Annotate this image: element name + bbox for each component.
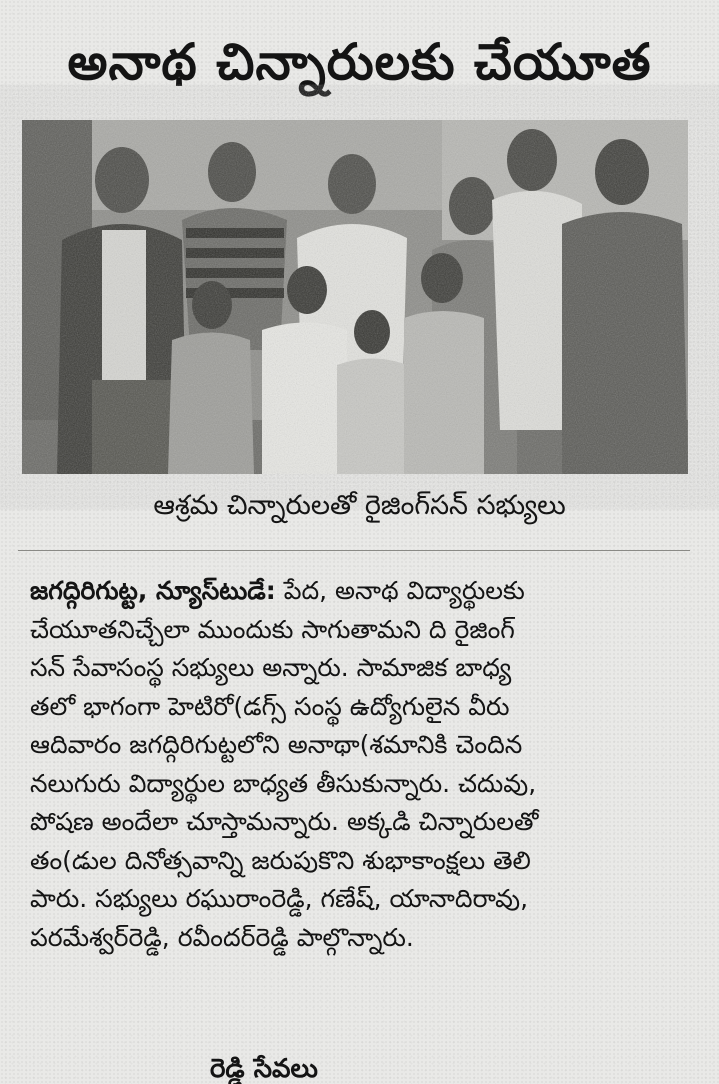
article-line-2: చేయూతనిచ్చేలా ముందుకు సాగుతామని ది రైజింగ్ <box>30 614 515 644</box>
article-line-7: పోషణ అందేలా చూస్తామన్నారు. అక్కడి చిన్నారులతో <box>30 807 539 836</box>
article-body <box>30 572 690 957</box>
article-line-9: పారు. సభ్యులు రఘురాంరెడ్డి, గణేష్, యానాదిరావు, <box>30 884 529 913</box>
article-line-1 <box>30 572 690 611</box>
next-article-headline-cropped <box>210 1042 510 1084</box>
news-photo <box>22 120 688 474</box>
headline: అనాథ చిన్నారులకు చేయూత <box>67 33 652 91</box>
photo-caption: ఆశ్రమ చిన్నారులతో రైజింగ్‌సన్ సభ్యులు <box>153 490 566 521</box>
article-line-8: తం(డుల దినోత్సవాన్ని జరుపుకొని శుభాకాంక్షలు తెలి <box>30 845 531 875</box>
article-line-6: నలుగురు విద్యార్థుల బాధ్యత తీసుకున్నారు. చదువు, <box>30 768 537 798</box>
dateline: జగద్గిరిగుట్ట, న్యూస్‌టుడే: <box>30 576 276 605</box>
article-line-1-text: పేద, అనాథ విద్యార్థులకు <box>283 576 525 605</box>
article-line-5: ఆదివారం జగద్గిరిగుట్టలోని అనాథా(శమానికి చెందిన <box>30 730 523 759</box>
article-line-3: సన్ సేవాసంస్థ సభ్యులు అన్నారు. సామాజిక బాధ్య <box>30 653 512 682</box>
next-article-headline: రెడ్డి సేవలు <box>210 1054 318 1084</box>
group-photo-image <box>22 120 688 474</box>
section-divider <box>18 550 690 551</box>
article-line-4: తలో భాగంగా హెటిరో(డగ్స్ సంస్థ ఉద్యోగులైన వీరు <box>30 691 510 721</box>
article-line-10: పరమేశ్వర్‌రెడ్డి, రవీందర్‌రెడ్డి పాల్గొన్నారు. <box>30 922 414 952</box>
